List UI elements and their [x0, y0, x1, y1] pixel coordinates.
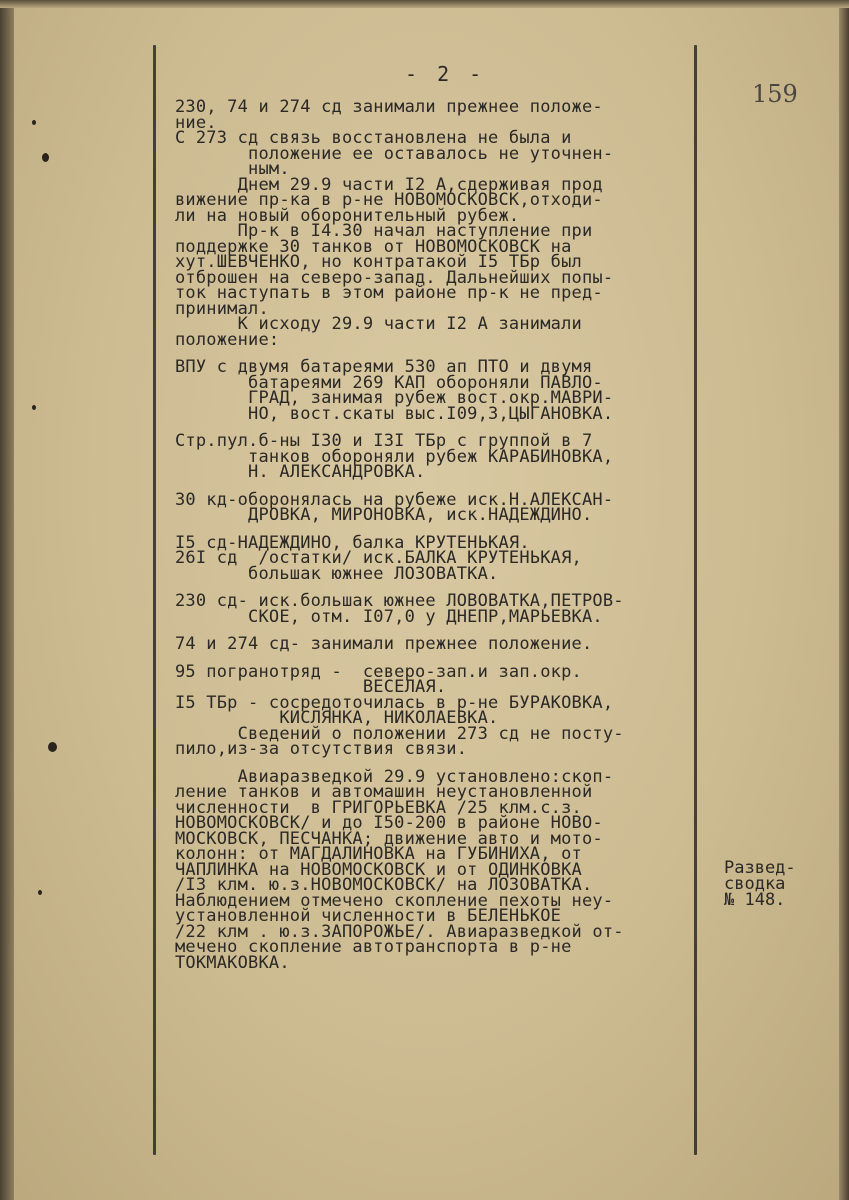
text-line: положение:	[175, 329, 280, 350]
text-line: пило,из-за отсутствия связи.	[175, 739, 468, 759]
text-line: ВЕСЕЛАЯ.	[175, 677, 447, 697]
text-line: 230, 74 и 274 сд занимали прежнее положе-	[175, 97, 603, 117]
text-line: Н. АЛЕКСАНДРОВКА.	[175, 462, 426, 482]
text-line: 26I сд /остатки/ иск.БАЛКА КРУТЕНЬКАЯ,	[175, 548, 582, 568]
text-line: Днем 29.9 части I2 А,сдерживая прод	[175, 174, 603, 195]
text-line: ние.	[175, 112, 217, 133]
text-line: НО, вост.скаты выс.I09,3,ЦЫГАНОВКА.	[175, 403, 614, 424]
sheet-number: 159	[752, 80, 798, 108]
text-line: танков обороняли рубеж КАРАБИНОВКА,	[175, 446, 614, 467]
text-line: вижение пр-ка в р-не НОВОМОСКОВСК,отходи-	[175, 190, 603, 210]
text-line: Пр-к в I4.30 начал наступление при	[175, 221, 593, 241]
punch-hole	[38, 890, 42, 895]
text-line: 30 кд-оборонялась на рубеже иск.Н.АЛЕКСАН-	[175, 489, 614, 510]
text-line: СКОЕ, отм. I07,0 у ДНЕПР,МАРЬЕВКА.	[175, 606, 603, 627]
page-edge-left	[0, 0, 14, 1200]
text-line: /I3 клм. ю.з.НОВОМОСКОВСК/ на ЛОЗОВАТКА.	[175, 875, 593, 895]
document-body	[175, 97, 695, 973]
text-line: ТОКМАКОВКА.	[175, 952, 290, 973]
text-line: колонн: от МАГДАЛИНОВКА на ГУБИНИХА, от	[175, 844, 582, 864]
text-line: КИСЛЯНКА, НИКОЛАЕВКА.	[175, 708, 499, 728]
punch-hole	[32, 120, 36, 125]
text-line: численности в ГРИГОРЬЕВКА /25 клм.с.з.	[175, 797, 582, 818]
page-edge-top	[0, 0, 849, 8]
text-line: поддержке 30 танков от НОВОМОСКОВСК на	[175, 236, 572, 257]
text-line: отброшен на северо-запад. Дальнейших попы-	[175, 267, 614, 288]
text-line: Сведений о положении 273 сд не посту-	[175, 723, 624, 744]
text-line: 230 сд- иск.большак южнее ЛОВОВАТКА,ПЕТРОВ-	[175, 591, 624, 611]
text-line: мечено скопление автотранспорта в р-не	[175, 937, 572, 957]
page-number: - 2 -	[405, 62, 486, 86]
text-line: /22 клм . ю.з.ЗАПОРОЖЬЕ/. Авиаразведкой от-	[175, 921, 624, 942]
text-line: принимал.	[175, 298, 269, 319]
text-line: батареями 269 КАП обороняли ПАВЛО-	[175, 372, 603, 393]
text-line: НОВОМОСКОВСК/ и до I50-200 в районе НОВО-	[175, 813, 603, 833]
side-note-line: сводка	[724, 874, 786, 894]
page-edge-right	[839, 0, 849, 1200]
punch-hole	[32, 405, 36, 410]
text-line: 74 и 274 сд- занимали прежнее положение.	[175, 634, 593, 654]
text-line: ДРОВКА, МИРОНОВКА, иск.НАДЕЖДИНО.	[175, 505, 593, 525]
text-line: ток наступать в этом районе пр-к не пред-	[175, 283, 603, 303]
text-line: ным.	[175, 159, 290, 179]
text-line: установленной численности в БЕЛЕНЬКОЕ	[175, 906, 562, 926]
side-note-line: № 148.	[724, 890, 786, 910]
text-line: большак южнее ЛОЗОВАТКА.	[175, 563, 499, 584]
margin-rule-left	[153, 45, 156, 1155]
text-line: положение ее оставалось не уточнен-	[175, 143, 614, 164]
text-line: I5 сд-НАДЕЖДИНО, балка КРУТЕНЬКАЯ.	[175, 532, 530, 553]
text-line: хут.ШЕВЧЕНКО, но контратакой I5 ТБр был	[175, 252, 582, 272]
side-note-line: Развед-	[724, 858, 796, 878]
text-line: К исходу 29.9 части I2 А занимали	[175, 314, 582, 334]
side-note	[724, 860, 834, 908]
text-line: ление танков и автомашин неустановленной	[175, 782, 593, 802]
text-line: Стр.пул.б-ны I30 и I3I ТБр с группой в 7	[175, 431, 593, 451]
text-line: С 273 сд связь восстановлена не была и	[175, 128, 572, 148]
text-line: Наблюдением отмечено скопление пехоты неу-	[175, 890, 614, 911]
punch-hole	[48, 742, 57, 752]
text-line: МОСКОВСК, ПЕСЧАНКА; движение авто и мото-	[175, 828, 603, 849]
text-line: Авиаразведкой 29.9 установлено:скоп-	[175, 766, 614, 787]
punch-hole	[42, 153, 49, 162]
text-line: ЧАПЛИНКА на НОВОМОСКОВСК и от ОДИНКОВКА	[175, 859, 582, 880]
text-line: ли на новый оборонительный рубеж.	[175, 205, 520, 226]
text-line: ВПУ с двумя батареями 530 ап ПТО и двумя	[175, 357, 593, 377]
text-line: I5 ТБр - сосредоточилась в р-не БУРАКОВКА,	[175, 692, 614, 713]
text-line: 95 погранотряд - северо-зап.и зап.окр.	[175, 661, 582, 682]
text-line: ГРАД, занимая рубеж вост.окр.МАВРИ-	[175, 388, 614, 408]
